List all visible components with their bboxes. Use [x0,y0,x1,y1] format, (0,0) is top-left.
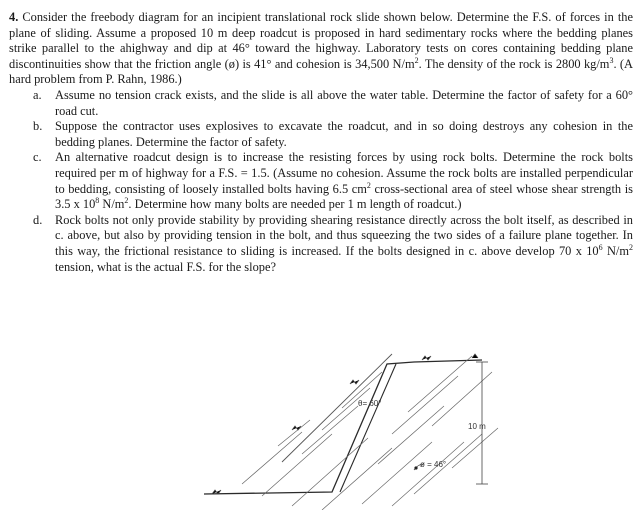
problem-statement: 4. Consider the freebody diagram for an incipient translational rock slide shown below. Determine the F.S. of forces in the plane of sliding. Assume a proposed 10 m deep roadcut is proposed in hard sedimentary rocks where the bedding planes strike parallel to the ahighway and dip at 46° toward the highway. Laboratory tests on cores containing bedding plane discontinuities show that the friction angle (ø) is 41° and cohesion is 34,500 $N/m^2$. The density of the rock is 2800 $kg/m^3$. (A hard problem from P. Rahn, 1986.) [9,10,633,87]
part-b: b. Suppose the contractor uses explosives to excavate the roadcut, and in so doing destroys any cohesion in the bedding planes. Determine the factor of safety. [33,119,633,149]
rock-slide-diagram [182,334,522,510]
bedding-plane-hatches [242,356,498,510]
rock-slide-svg [182,334,522,510]
natural-slope-line [282,354,392,462]
part-d: d. Rock bolts not only provide stability by providing shearing resistance directly across the bolt itself, as described in c. above, but also by providing tension in the bolt, and thus squeezing the two sides of a failure plane together. In this way, the frictional resistance to sliding is increased. If the bolts designed in c. above develop 70 x $10^6$ $N/m^2$ tension, what is the actual F.S. for the slope? [33,212,633,274]
problem-page [9,10,633,275]
part-a: a. Assume no tension crack exists, and the slide is all above the water table. Determine the factor of safety for a 60° road cut. [33,87,633,118]
problem-parts-list [9,88,633,275]
dip-angle-label: ø = 46° [420,460,447,469]
slope-surface [204,360,482,494]
problem-number: 4. [9,10,19,24]
dip-angle-dot [414,466,417,469]
cut-face-line [340,364,396,492]
part-c: c. An alternative roadcut design is to increase the resisting forces by using rock bolts. Determine the rock bolts required per m of highway for a F.S. = 1.5. (Assume no cohesion. Assume the rock bolts are installed perpendicular to bedding, consisting of loosely installed bolts having 6.5 $cm^2$ cross-sectional area of steel whose shear strength is 3.5 x $10^8$ $N/m^2$. Determine how many bolts are needed per 1 m length of roadcut.) [33,150,633,212]
depth-label: 10 m [468,422,486,431]
cut-angle-label: θ= 60° [358,399,382,408]
